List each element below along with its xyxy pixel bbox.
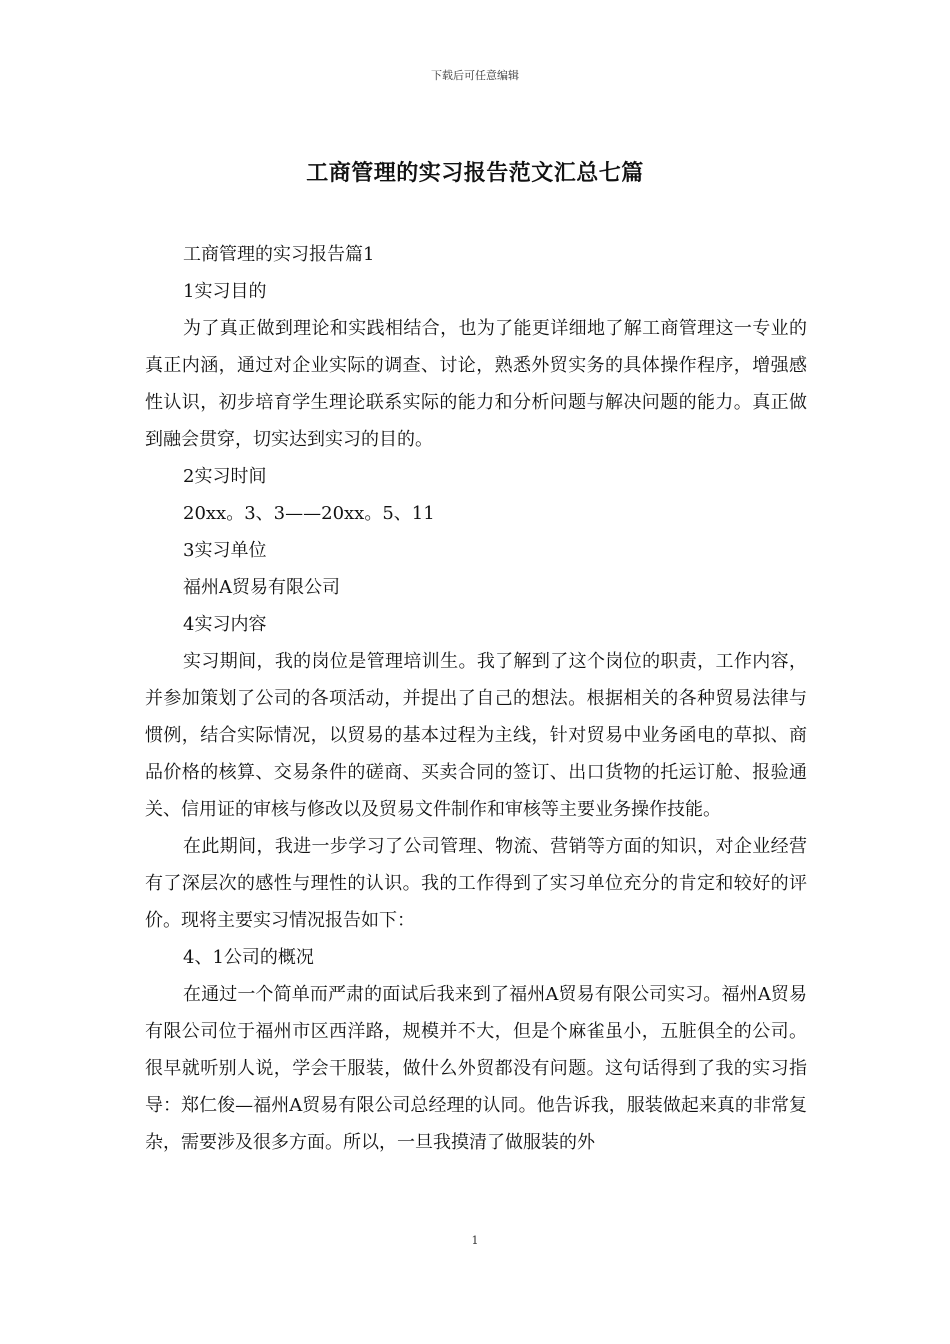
body-paragraph: 20xx。3、3——20xx。5、11 bbox=[183, 503, 435, 524]
section-heading: 工商管理的实习报告篇1 bbox=[183, 244, 375, 265]
header-note: 下载后可任意编辑 bbox=[431, 69, 519, 82]
document-body bbox=[145, 236, 807, 1161]
body-paragraph: 为了真正做到理论和实践相结合，也为了能更详细地了解工商管理这一专业的真正内涵，通过对企业实际的调查、讨论，熟悉外贸实务的具体操作程序，增强感性认识，初步培育学生理论联系实际的能力和分析问题与解决问题的能力。真正做到融会贯穿，切实达到实习的目的。 bbox=[145, 318, 807, 450]
page-number: 1 bbox=[471, 1234, 479, 1247]
subsection-heading: 2实习时间 bbox=[183, 466, 267, 487]
body-paragraph: 实习期间，我的岗位是管理培训生。我了解到了这个岗位的职责，工作内容，并参加策划了公司的各项活动，并提出了自己的想法。根据相关的各种贸易法律与惯例，结合实际情况，以贸易的基本过程为主线，针对贸易中业务函电的草拟、商品价格的核算、交易条件的磋商、买卖合同的签订、出口货物的托运订舱、报验通关、信用证的审核与修改以及贸易文件制作和审核等主要业务操作技能。 bbox=[145, 651, 807, 820]
subsection-heading: 4、1公司的概况 bbox=[183, 947, 314, 968]
subsection-heading: 1实习目的 bbox=[183, 281, 267, 302]
subsection-heading: 3实习单位 bbox=[183, 540, 267, 561]
body-paragraph: 在此期间，我进一步学习了公司管理、物流、营销等方面的知识，对企业经营有了深层次的感性与理性的认识。我的工作得到了实习单位充分的肯定和较好的评价。现将主要实习情况报告如下： bbox=[145, 836, 807, 931]
body-paragraph: 福州A贸易有限公司 bbox=[183, 577, 340, 598]
body-paragraph: 在通过一个简单而严肃的面试后我来到了福州A贸易有限公司实习。福州A贸易有限公司位于福州市区西洋路，规模并不大，但是个麻雀虽小，五脏俱全的公司。很早就听别人说，学会干服装，做什么外贸都没有问题。这句话得到了我的实习指导：郑仁俊—福州A贸易有限公司总经理的认同。他告诉我，服装做起来真的非常复杂，需要涉及很多方面。所以，一旦我摸清了做服装的外 bbox=[145, 984, 807, 1153]
subsection-heading: 4实习内容 bbox=[183, 614, 267, 635]
document-title: 工商管理的实习报告范文汇总七篇 bbox=[306, 160, 644, 186]
